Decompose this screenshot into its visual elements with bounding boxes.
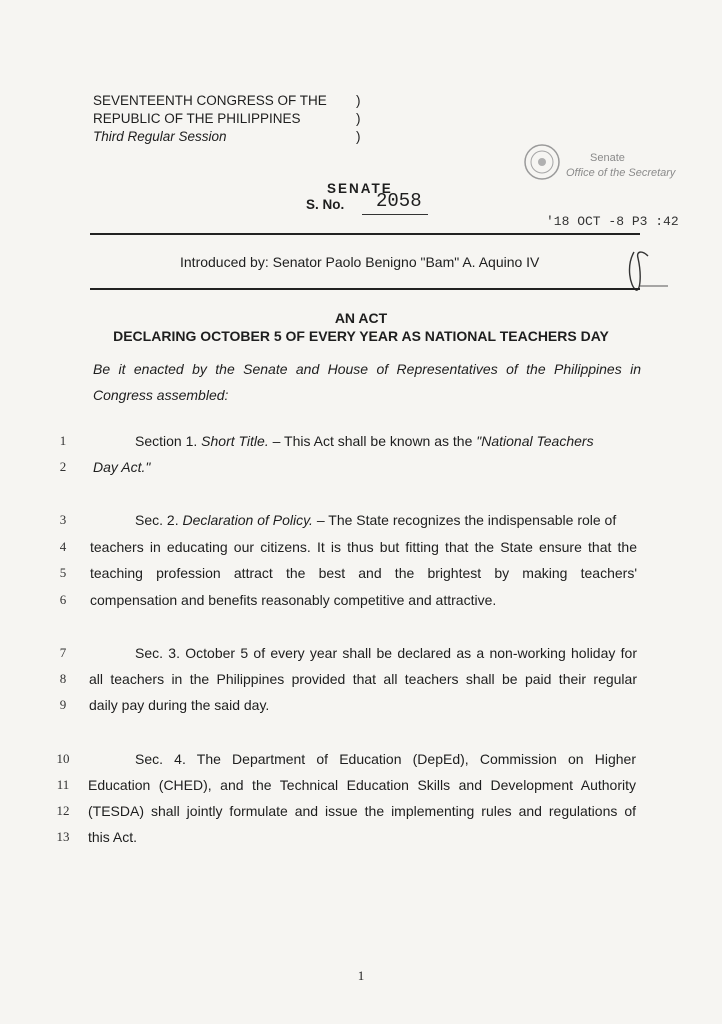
stamp-text-1: Senate — [590, 152, 625, 164]
section-1-heading: Short Title. — [201, 433, 269, 449]
section-2-head: Sec. 2. — [135, 512, 179, 528]
act-label: AN ACT — [334, 310, 388, 326]
section-2-line-4: compensation and benefits reasonably competitive and attractive. — [90, 592, 497, 608]
section-4-line-3: (TESDA) shall jointly formulate and issue the implementing rules and regulations of — [88, 803, 636, 819]
section-1-quote: "National Teachers — [476, 433, 594, 449]
line-number: 12 — [56, 803, 70, 818]
line-number: 5 — [59, 565, 67, 580]
line-number: 10 — [56, 751, 70, 766]
section-3-line-1: Sec. 3. October 5 of every year shall be declared as a non-working holiday for — [135, 645, 637, 661]
act-title: DECLARING OCTOBER 5 OF EVERY YEAR AS NATIONAL TEACHERS DAY — [113, 328, 609, 344]
section-4-line-1: Sec. 4. The Department of Education (DepEd), Commission on Higher — [135, 751, 636, 767]
section-2-line-3: teaching profession attract the best and the brightest by making teachers' — [90, 565, 637, 581]
section-1-line-1 — [135, 433, 594, 449]
republic-line: REPUBLIC OF THE PHILIPPINES — [93, 111, 301, 126]
paren-2: ) — [356, 111, 361, 126]
section-2-line-2: teachers in educating our citizens. It is thus but fitting that the State ensure that the — [90, 539, 637, 555]
top-rule — [90, 233, 640, 235]
line-number: 9 — [59, 697, 67, 712]
section-3-line-3: daily pay during the said day. — [89, 697, 270, 713]
paren-3: ) — [356, 129, 361, 144]
line-number: 2 — [59, 459, 67, 474]
bottom-rule — [90, 288, 640, 290]
line-number: 6 — [59, 592, 67, 607]
line-number: 3 — [59, 512, 67, 527]
session-line: Third Regular Session — [93, 129, 227, 144]
section-4-line-4: this Act. — [88, 829, 138, 845]
introduced-by: Introduced by: Senator Paolo Benigno "Bam" A. Aquino IV — [180, 254, 540, 270]
received-timestamp: '18 OCT -8 P3 :42 — [546, 214, 679, 229]
line-number: 8 — [59, 671, 67, 686]
section-2-heading: Declaration of Policy. — [182, 512, 313, 528]
chamber-label: SENATE — [327, 181, 393, 196]
paren-1: ) — [356, 93, 361, 108]
enacting-clause-line-2: Congress assembled: — [93, 387, 229, 403]
section-2-line-1 — [135, 512, 616, 528]
page-number: 1 — [357, 968, 365, 983]
line-number: 7 — [59, 645, 67, 660]
stamp-text-2: Office of the Secretary — [566, 167, 676, 179]
bill-number: 2058 — [376, 190, 422, 212]
senate-seal-icon — [522, 142, 562, 182]
section-3-line-2: all teachers in the Philippines provided that all teachers shall be paid their regular — [89, 671, 637, 687]
line-number: 11 — [56, 777, 70, 792]
section-4-line-2: Education (CHED), and the Technical Education Skills and Development Authority — [88, 777, 636, 793]
enacting-clause-line-1: Be it enacted by the Senate and House of Representatives of the Philippines in — [93, 361, 641, 377]
line-number: 13 — [56, 829, 70, 844]
bill-number-label: S. No. — [306, 197, 345, 212]
section-1-line-2: Day Act." — [93, 459, 151, 475]
section-1-head: Section 1. — [135, 433, 198, 449]
line-number: 4 — [59, 539, 67, 554]
section-2-text: – The State recognizes the indispensable role of — [312, 512, 617, 528]
section-1-text: – This Act shall be known as the — [268, 433, 477, 449]
line-number: 1 — [59, 433, 67, 448]
congress-line: SEVENTEENTH CONGRESS OF THE — [93, 93, 327, 108]
